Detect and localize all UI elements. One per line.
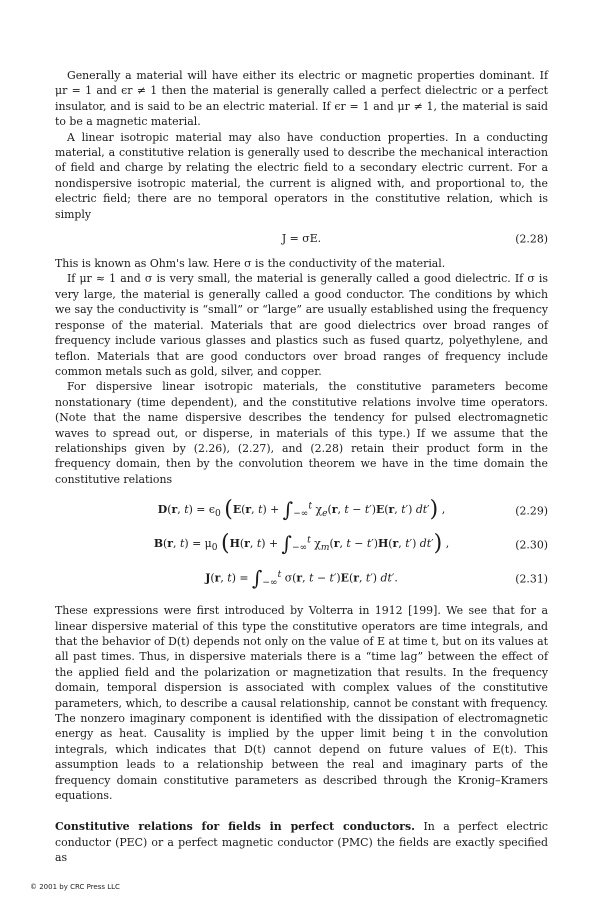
equation-2-30-number: (2.30): [515, 538, 548, 552]
section-paragraph: [55, 819, 548, 865]
equation-2-31: [55, 563, 548, 595]
paragraph-7: In a perfect electric conductor (PEC) or a perfect magnetic conductor (PMC) the fields are exactly specified as: [55, 820, 549, 865]
paragraph-1: Generally a material will have either its electric or magnetic properties dominant. If μr = 1 and ϵr ≠ 1 then the material is generally called a perfect dielectric or a perfect insulator, and is said to be an electric material. If ϵr = 1 and μr ≠ 1, the material is said to be a magnetic material.: [55, 69, 548, 129]
equation-2-28-body: J = σE.: [281, 232, 322, 246]
paragraph-6: These expressions were first introduced by Volterra in 1912 [199]. We see that for a linear dispersive material of this type the constitutive operators are time integrals, and that the behavior of D(t) depends not only on the value of E at time t, but on its values at all past times. Thus, in dispersive materials there is a “time lag” between the effect of the applied field and the polarization or magnetization that results. In the frequency domain, temporal dispersion is associated with complex values of the constitutive parameters, which, to describe a causal relationship, cannot be constant with frequency. The nonzero imaginary component is identified with the dissipation of electromagnetic energy as heat. Causality is implied by the upper limit being t in the convolution integrals, which indicates that D(t) cannot depend on future values of E(t). This assumption leads to a relationship between the real and imaginary parts of the frequency domain constitutive parameters as described through the Kronig–Kramers equations.: [55, 604, 548, 803]
equation-2-29-number: (2.29): [515, 504, 548, 518]
equation-block: [55, 495, 548, 595]
page-body: [55, 68, 548, 866]
paragraph-4: If μr ≈ 1 and σ is very small, the material is generally called a good dielectric. If σ is very large, the material is generally called a good conductor. The conditions by which we say the conductivity is “small” or “large” are usually established using the frequency response of the material. Materials that are good dielectrics over broad ranges of frequency include various glasses and plastics such as fused quartz, polyethylene, and teflon. Materials that are good conductors over broad ranges of frequency include common metals such as gold, silver, and copper.: [55, 272, 548, 378]
equation-2-28-number: (2.28): [515, 232, 548, 246]
copyright-footer: © 2001 by CRC Press LLC: [30, 883, 120, 891]
equation-2-31-body: J(r, $t) = \int_{-\infty}^t$ σ(r, t − t′)E(r, t′) dt′.: [205, 565, 398, 590]
equation-2-29: [55, 495, 548, 527]
section-title: Constitutive relations for fields in perfect conductors.: [55, 820, 415, 834]
equation-2-30: [55, 529, 548, 561]
equation-2-30-body: B(r, $t) = \mu_0$ (H(r, $t) + \int_{-\infty}^t$ $\chi_m(r$, t − t′)H(r, t′) dt′) ,: [153, 531, 450, 557]
paragraph-2: A linear isotropic material may also have conduction properties. In a conducting material, a constitutive relation is generally used to describe the mechanical interaction of field and charge by relating the electric field to a secondary electric current. For a nondispersive isotropic material, the current is aligned with, and proportional to, the electric field; there are no temporal operators in the constitutive relation, which is simply: [55, 130, 548, 221]
equation-2-28: [55, 228, 548, 250]
paragraph-3: This is known as Ohm's law. Here σ is the conductivity of the material.: [55, 257, 446, 271]
equation-2-29-body: D(r, $t) = \epsilon_0$ (E(r, $t) + \int_{-\infty}^t$ $\chi_e(r$, t − t′)E(r, t′) dt′) ,: [157, 497, 446, 523]
paragraph-5: For dispersive linear isotropic materials, the constitutive parameters become nonstationary (time dependent), and the constitutive relations involve time operators. (Note that the name dispersive describes the tendency for pulsed electromagnetic waves to spread out, or disperse, in materials of this type.) If we assume that the relationships given by (2.26), (2.27), and (2.28) retain their product form in the frequency domain, then by the convolution theorem we have in the time domain the constitutive relations: [55, 380, 548, 486]
equation-2-31-number: (2.31): [515, 572, 548, 586]
